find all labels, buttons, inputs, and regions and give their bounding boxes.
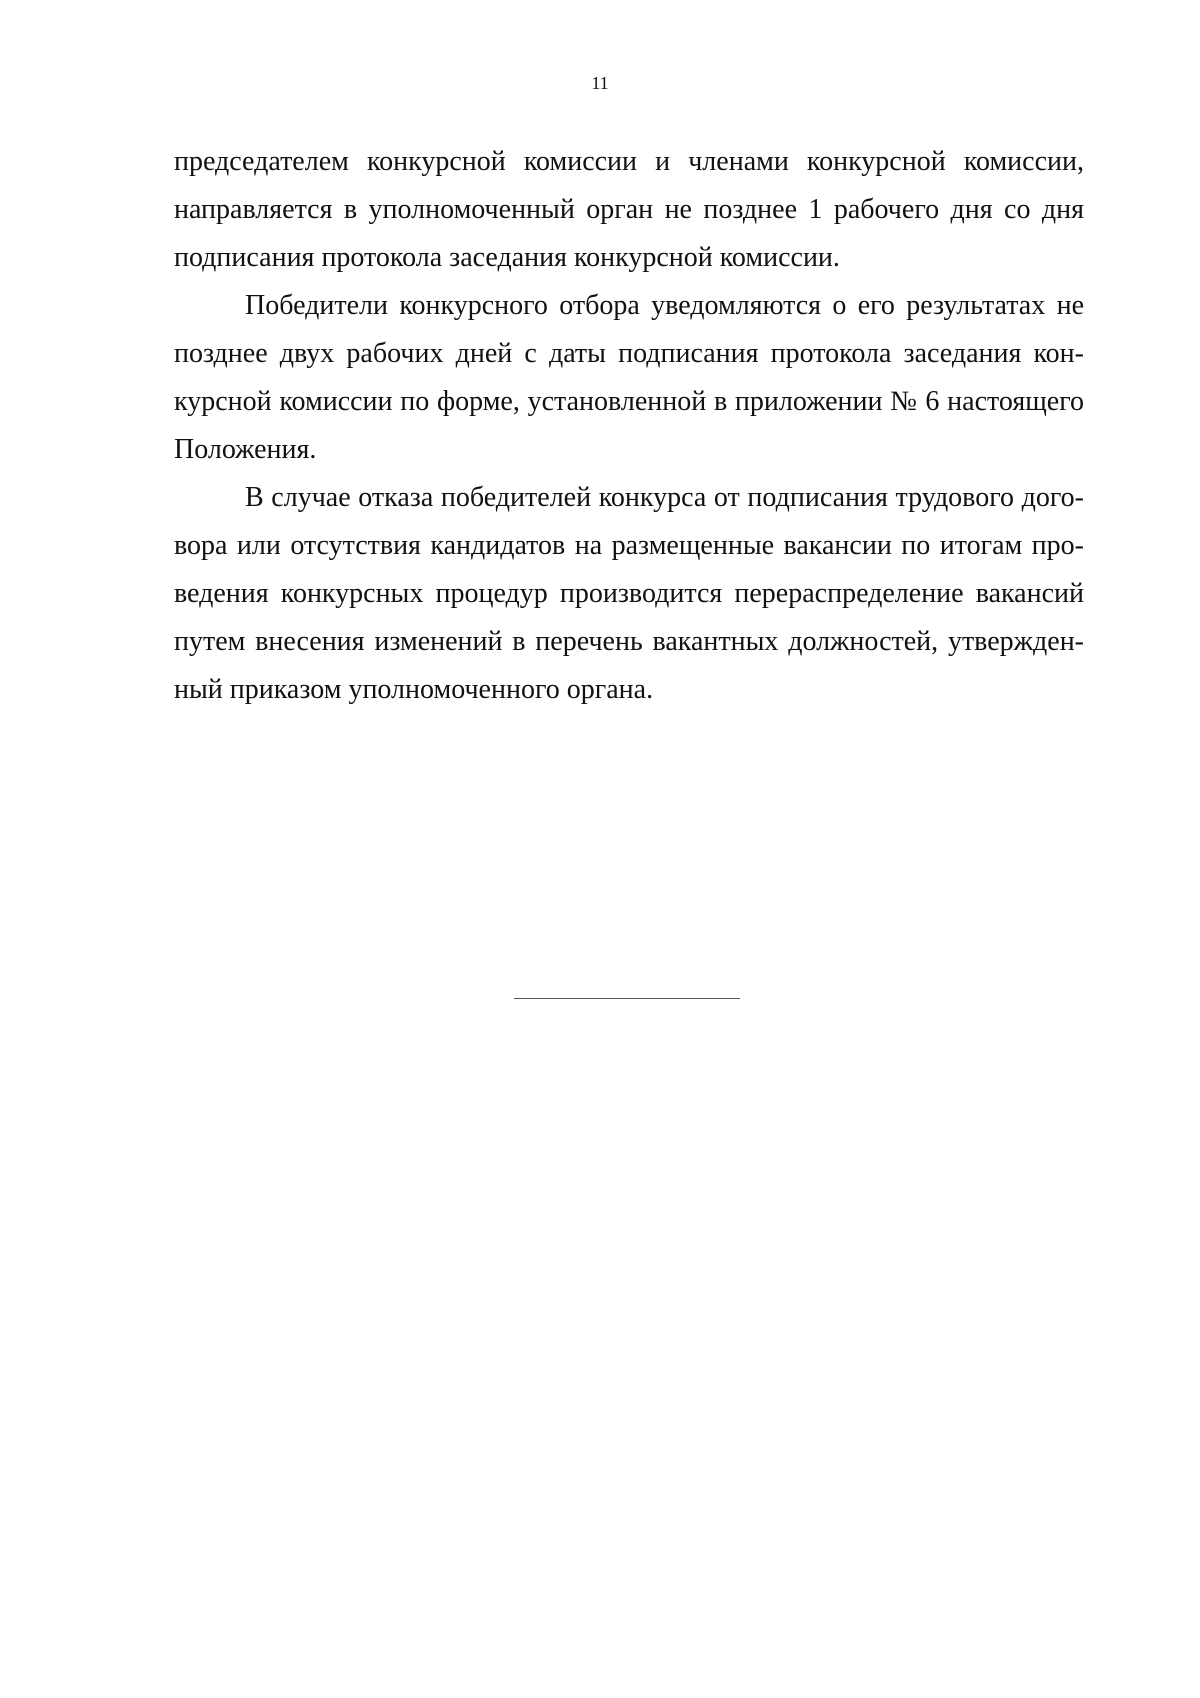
text-line: ведения конкурсных процедур производится перераспределение вакансий xyxy=(174,578,1084,609)
text-line: подписания протокола заседания конкурсной комиссии. xyxy=(174,242,840,273)
text-line: позднее двух рабочих дней с даты подписания протокола заседания кон- xyxy=(174,338,1084,369)
text-line: путем внесения изменений в перечень вакантных должностей, утвержден- xyxy=(174,626,1084,657)
page-number: 11 xyxy=(591,73,609,93)
text-line: Победители конкурсного отбора уведомляются о его результатах не xyxy=(245,290,1084,321)
text-line: вора или отсутствия кандидатов на размещенные вакансии по итогам про- xyxy=(174,530,1084,561)
end-divider xyxy=(514,998,740,999)
text-line: Положения. xyxy=(174,434,317,465)
text-line: курсной комиссии по форме, установленной в приложении № 6 настоящего xyxy=(174,386,1084,417)
text-line: ный приказом уполномоченного органа. xyxy=(174,674,654,705)
text-line: В случае отказа победителей конкурса от подписания трудового дого- xyxy=(245,482,1084,513)
text-line: председателем конкурсной комиссии и членами конкурсной комиссии, xyxy=(174,146,1084,177)
text-line: направляется в уполномоченный орган не позднее 1 рабочего дня со дня xyxy=(174,194,1084,225)
